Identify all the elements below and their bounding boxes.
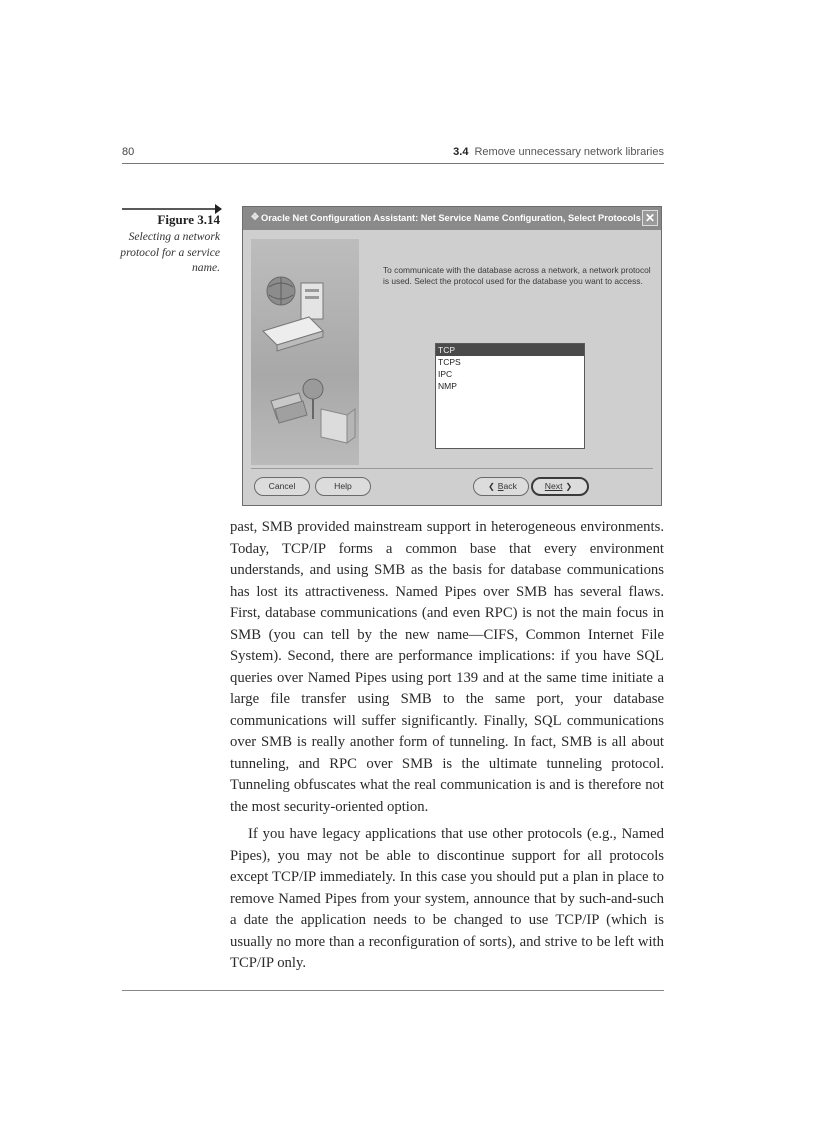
back-button[interactable] [473, 477, 529, 496]
button-separator [251, 468, 653, 469]
network-illustration-icon [251, 239, 359, 465]
next-label: ext [551, 481, 563, 491]
back-arrow-icon: ❮ [488, 482, 495, 491]
app-icon: ❖ [250, 212, 260, 223]
close-button[interactable]: ✕ [642, 210, 658, 226]
protocol-item-ipc[interactable]: IPC [438, 369, 453, 379]
back-label: ack [503, 481, 517, 491]
wizard-illustration [251, 239, 359, 465]
figure-label: Figure 3.14 [157, 212, 220, 227]
protocol-item-tcps[interactable]: TCPS [438, 357, 461, 367]
protocol-item-nmp[interactable]: NMP [438, 381, 457, 391]
header-rule [122, 163, 664, 164]
footer-rule [122, 990, 664, 991]
body-text [230, 517, 664, 975]
help-button[interactable]: Help [315, 477, 371, 496]
screenshot-dialog [242, 206, 662, 506]
paragraph-2: If you have legacy applications that use other protocols (e.g., Named Pipes), you may not be able to discontinue support for all protocols except TCP/IP immediately. In this case you should put a plan in place to remove Named Pipes from your system, announce that by such-and-such a date the application needs to be changed to use TCP/IP (which is usually no more than a reconfiguration of sorts), and strive to be left with TCP/IP only. [230, 826, 664, 971]
instructions-text: To communicate with the database across a network, a network protocol is used. Select the protocol used for the database you want to access. [383, 265, 651, 286]
page-number: 80 [122, 146, 135, 158]
next-arrow-icon: ❯ [565, 482, 573, 491]
running-header [453, 146, 664, 158]
protocol-item-tcp[interactable]: TCP [436, 344, 584, 356]
back-mnemonic: B [497, 481, 504, 491]
paragraph-1: past, SMB provided mainstream support in heterogeneous environments. Today, TCP/IP forms a common base that every environment understands, and using SMB as the basis for database communications has lost its attractiveness. Named Pipes over SMB has several flaws. First, database communications (and even RPC) is not the main focus in SMB (you can tell by the new name—CIFS, Common Internet File System). Second, there are performance implications: if you have SQL queries over Named Pipes using port 139 and at the same time initiate a large file transfer using SMB to the same port, your database communications will suffer significantly. Finally, SQL communications over SMB is really another form of tunneling. In fact, SMB is all about tunneling, and RPC over SMB is the ultimate tunneling protocol. Tunneling obfuscates what the real communication is and is therefore not the most security-oriented option. [230, 519, 664, 815]
next-button[interactable] [531, 477, 589, 496]
section-number: 3.4 [453, 146, 469, 158]
figure-caption: Selecting a network protocol for a service name. [120, 230, 220, 274]
dialog-title: Oracle Net Configuration Assistant: Net Service Name Configuration, Select Protocols [261, 213, 641, 223]
cancel-button[interactable]: Cancel [254, 477, 310, 496]
protocol-list[interactable] [435, 343, 585, 449]
dialog-titlebar [243, 207, 661, 230]
section-title: Remove unnecessary network libraries [474, 146, 664, 158]
next-mnemonic: N [544, 481, 552, 491]
